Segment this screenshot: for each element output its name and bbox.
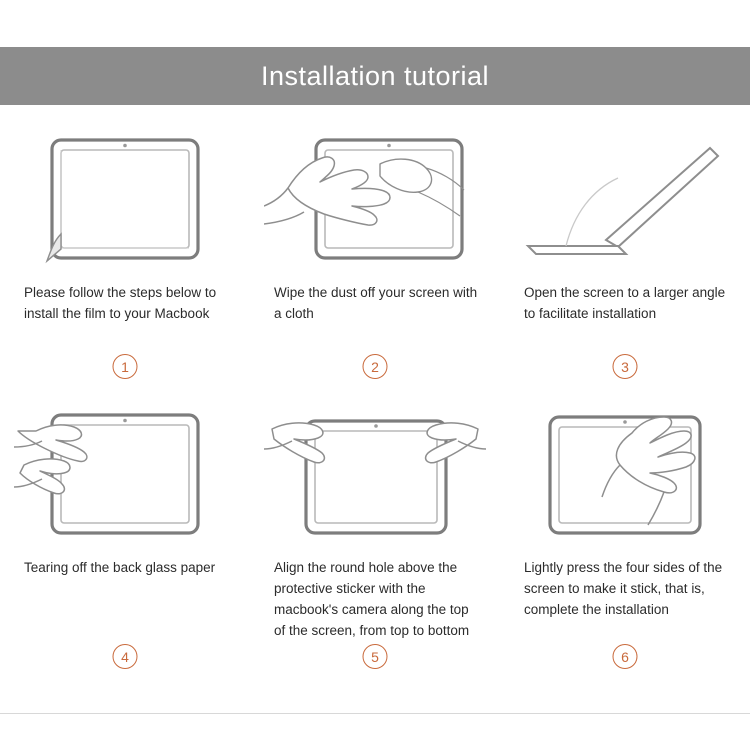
open-laptop-angle-icon <box>514 128 736 278</box>
step-card-4 <box>0 393 250 683</box>
step-number-4: 4 <box>113 644 138 669</box>
step-caption-6: Lightly press the four sides of the screen to make it stick, that is, complete the installation <box>524 560 723 617</box>
step-number-3: 3 <box>613 354 638 379</box>
step-card-1 <box>0 118 250 393</box>
step-number-2: 2 <box>363 354 388 379</box>
step-card-5 <box>250 393 500 683</box>
step-number-5: 5 <box>363 644 388 669</box>
step-card-6 <box>500 393 750 683</box>
steps-grid <box>0 118 750 683</box>
page-title: Installation tutorial <box>260 60 490 91</box>
step-number-6: 6 <box>613 644 638 669</box>
step-card-2 <box>250 118 500 393</box>
hand-wiping-screen-with-cloth-icon <box>264 128 486 278</box>
tablet-with-peeling-film-icon <box>14 128 236 278</box>
step-caption-5: Align the round hole above the protective sticker with the macbook's camera along the top of the screen, from top to bottom <box>274 560 470 638</box>
two-hands-aligning-film-icon <box>264 403 486 553</box>
hand-pressing-screen-icon <box>514 403 736 553</box>
header-bar <box>0 47 750 105</box>
hands-tearing-back-paper-icon <box>14 403 236 553</box>
step-caption-3: Open the screen to a larger angle to facilitate installation <box>524 285 726 321</box>
step-caption-1: Please follow the steps below to install the film to your Macbook <box>24 285 217 321</box>
step-number-1: 1 <box>113 354 138 379</box>
bottom-divider <box>0 713 750 714</box>
step-caption-2: Wipe the dust off your screen with a cloth <box>274 285 478 321</box>
step-caption-4: Tearing off the back glass paper <box>24 560 216 575</box>
step-card-3 <box>500 118 750 393</box>
